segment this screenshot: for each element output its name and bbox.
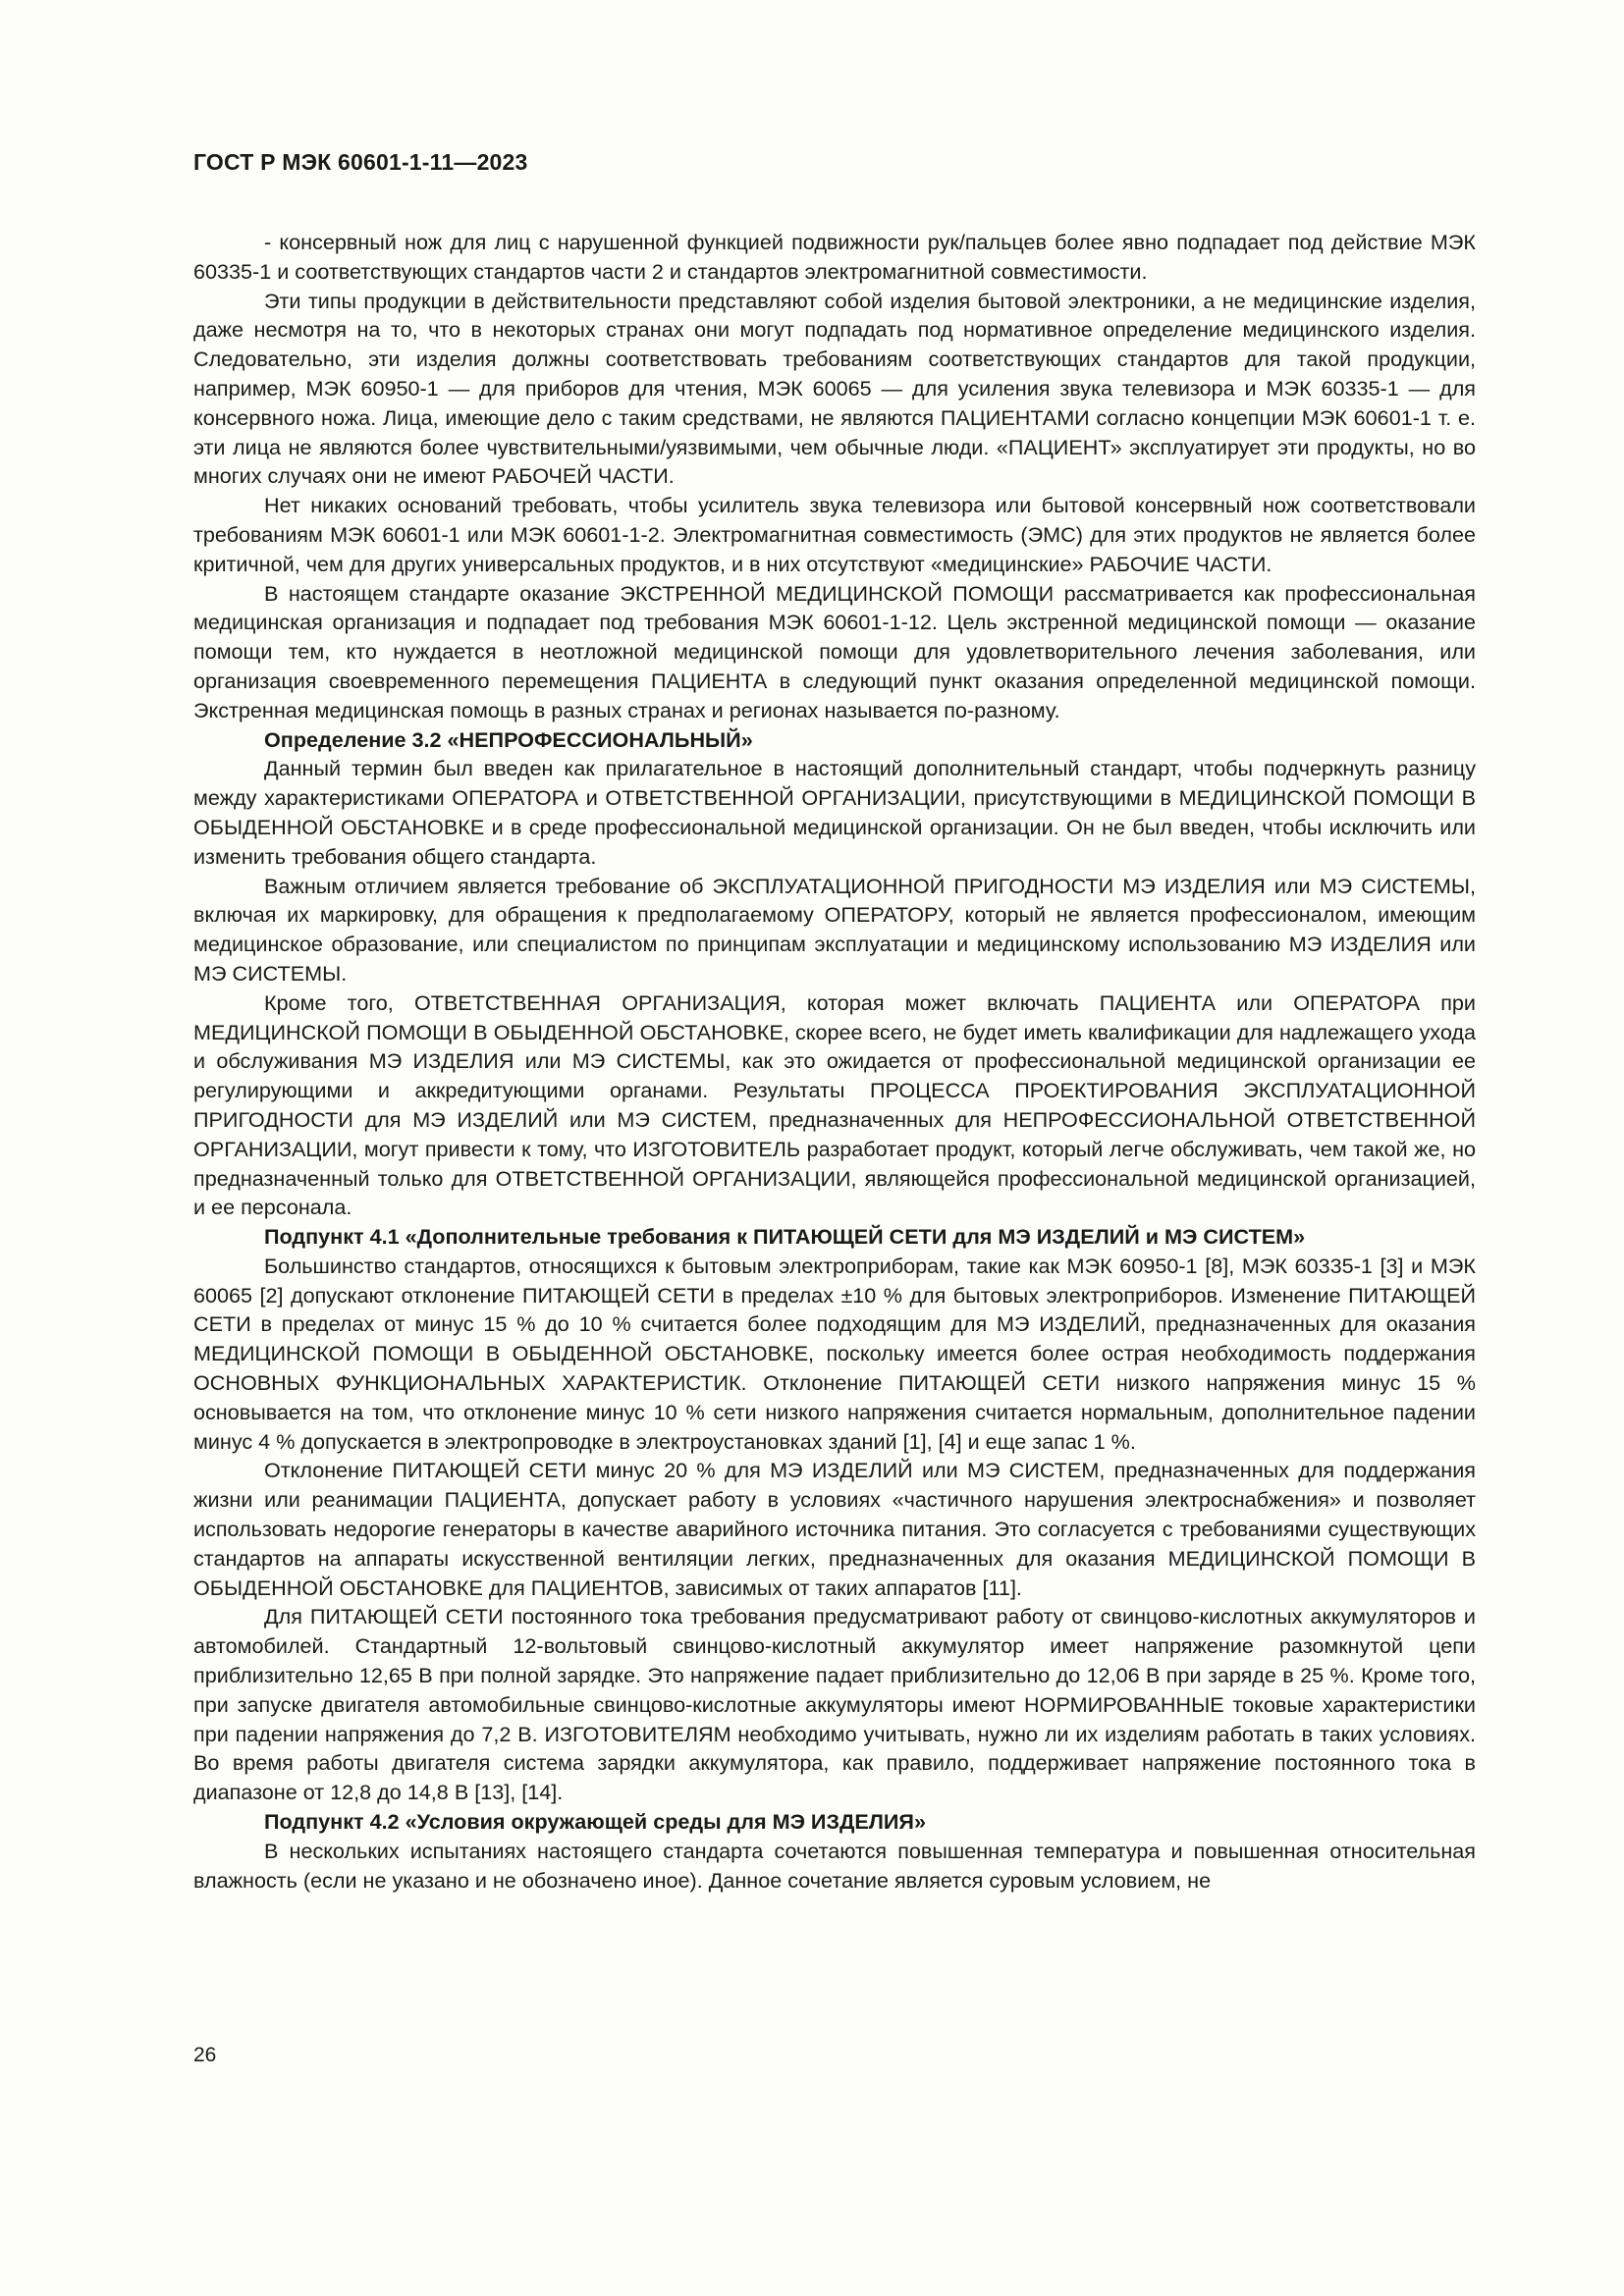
paragraph: Нет никаких оснований требовать, чтобы усилитель звука телевизора или бытовой консервный нож соответствовали требованиям МЭК 60601-1 или МЭК 60601-1-2. Электромагнитная совместимость (ЭМС) для этих продуктов не является более критичной, чем для других универсальных продуктов, и в них отсутствуют «медицинские» РАБОЧИЕ ЧАСТИ.: [193, 493, 1476, 576]
paragraph: В настоящем стандарте оказание ЭКСТРЕННОЙ МЕДИЦИНСКОЙ ПОМОЩИ рассматривается как профессиональная медицинская организация и подпадает под требования МЭК 60601-1-12. Цель экстренной медицинской помощи — оказание помощи тем, кто нуждается в неотложной медицинской помощи для удовлетворительного лечения заболевания, или организация своевременного перемещения ПАЦИЕНТА в следующий пункт оказания определенной медицинской помощи. Экстренная медицинская помощь в разных странах и регионах называется по-разному.: [193, 580, 1476, 722]
section-heading: Определение 3.2 «НЕПРОФЕССИОНАЛЬНЫЙ»: [264, 726, 753, 752]
paragraph: Важным отличием является требование об ЭКСПЛУАТАЦИОННОЙ ПРИГОДНОСТИ МЭ ИЗДЕЛИЯ или МЭ СИСТЕМЫ, включая их маркировку, для обращения к предполагаемому ОПЕРАТОРУ, который не является профессионалом, имеющим медицинское образование, или специалистом по принципам эксплуатации и медицинскому использованию МЭ ИЗДЕЛИЯ или МЭ СИСТЕМЫ.: [193, 873, 1476, 986]
section-heading: Подпункт 4.2 «Условия окружающей среды для МЭ ИЗДЕЛИЯ»: [264, 1809, 926, 1835]
paragraph: В нескольких испытаниях настоящего стандарта сочетаются повышенная температура и повышенная относительная влажность (если не указано и не обозначено иное). Данное сочетание является суровым условием, не: [193, 1838, 1476, 1893]
paragraph: Эти типы продукции в действительности представляют собой изделия бытовой электроники, а не медицинские изделия, даже несмотря на то, что в некоторых странах они могут подпадать под нормативное определение медицинского изделия. Следовательно, эти изделия должны соответствовать требованиям соответствующих стандартов для такой продукции, например, МЭК 60950-1 — для приборов для чтения, МЭК 60065 — для усиления звука телевизора и МЭК 60335-1 — для консервного ножа. Лица, имеющие дело с таким средствами, не являются ПАЦИЕНТАМИ согласно концепции МЭК 60601-1 т. е. эти лица не являются более чувствительными/уязвимыми, чем обычные люди. «ПАЦИЕНТ» эксплуатирует эти продукты, но во многих случаях они не имеют РАБОЧЕЙ ЧАСТИ.: [193, 288, 1476, 489]
page-number: 26: [193, 2044, 217, 2066]
paragraph: Данный термин был введен как прилагательное в настоящий дополнительный стандарт, чтобы подчеркнуть разницу между характеристиками ОПЕРАТОРА и ОТВЕТСТВЕННОЙ ОРГАНИЗАЦИИ, присутствующими в МЕДИЦИНСКОЙ ПОМОЩИ В ОБЫДЕННОЙ ОБСТАНОВКЕ и в среде профессиональной медицинской организации. Он не был введен, чтобы исключить или изменить требования общего стандарта.: [193, 756, 1476, 869]
paragraph: Кроме того, ОТВЕТСТВЕННАЯ ОРГАНИЗАЦИЯ, которая может включать ПАЦИЕНТА или ОПЕРАТОРА при МЕДИЦИНСКОЙ ПОМОЩИ В ОБЫДЕННОЙ ОБСТАНОВКЕ, скорее всего, не будет иметь квалификации для надлежащего ухода и обслуживания МЭ ИЗДЕЛИЯ или МЭ СИСТЕМЫ, как это ожидается от профессиональной медицинской организации ее регулирующими и аккредитующими органами. Результаты ПРОЦЕССА ПРОЕКТИРОВАНИЯ ЭКСПЛУАТАЦИОННОЙ ПРИГОДНОСТИ для МЭ ИЗДЕЛИЙ или МЭ СИСТЕМ, предназначенных для НЕПРОФЕССИОНАЛЬНОЙ ОТВЕТСТВЕННОЙ ОРГАНИЗАЦИИ, могут привести к тому, что ИЗГОТОВИТЕЛЬ разработает продукт, который легче обслуживать, чем такой же, но предназначенный только для ОТВЕТСТВЕННОЙ ОРГАНИЗАЦИИ, являющейся профессиональной медицинской организацией, и ее персонала.: [193, 989, 1476, 1220]
paragraph: - консервный нож для лиц с нарушенной функцией подвижности рук/пальцев более явно подпадает под действие МЭК 60335-1 и соответствующих стандартов части 2 и стандартов электромагнитной совместимости.: [193, 230, 1476, 284]
document-body: [193, 228, 1476, 1895]
paragraph: Отклонение ПИТАЮЩЕЙ СЕТИ минус 20 % для МЭ ИЗДЕЛИЙ или МЭ СИСТЕМ, предназначенных для поддержания жизни или реанимации ПАЦИЕНТА, допускает работу в условиях «частичного нарушения электроснабжения» и позволяет использовать недорогие генераторы в качестве аварийного источника питания. Это согласуется с требованиями существующих стандартов на аппараты искусственной вентиляции легких, предназначенных для оказания МЕДИЦИНСКОЙ ПОМОЩИ В ОБЫДЕННОЙ ОБСТАНОВКЕ для ПАЦИЕНТОВ, зависимых от таких аппаратов [11].: [193, 1458, 1476, 1600]
paragraph: Большинство стандартов, относящихся к бытовым электроприборам, такие как МЭК 60950-1 [8], МЭК 60335-1 [3] и МЭК 60065 [2] допускают отклонение ПИТАЮЩЕЙ СЕТИ в пределах ±10 % для бытовых электроприборов. Изменение ПИТАЮЩЕЙ СЕТИ в пределах от минус 15 % до 10 % считается более подходящим для МЭ ИЗДЕЛИЙ, предназначенных для оказания МЕДИЦИНСКОЙ ПОМОЩИ В ОБЫДЕННОЙ ОБСТАНОВКЕ, поскольку имеется более острая необходимость поддержания ОСНОВНЫХ ФУНКЦИОНАЛЬНЫХ ХАРАКТЕРИСТИК. Отклонение ПИТАЮЩЕЙ СЕТИ низкого напряжения минус 15 % основывается на том, что отклонение минус 10 % сети низкого напряжения считается нормальным, дополнительное падении минус 4 % допускается в электропроводке в электроустановках зданий [1], [4] и еще запас 1 %.: [193, 1253, 1476, 1454]
paragraph: Для ПИТАЮЩЕЙ СЕТИ постоянного тока требования предусматривают работу от свинцово-кислотных аккумуляторов и автомобилей. Стандартный 12-вольтовый свинцово-кислотный аккумулятор имеет напряжение разомкнутой цепи приблизительно 12,65 В при полной зарядке. Это напряжение падает приблизительно до 12,06 В при заряде в 25 %. Кроме того, при запуске двигателя автомобильные свинцово-кислотные аккумуляторы имеют НОРМИРОВАННЫЕ токовые характеристики при падении напряжения до 7,2 В. ИЗГОТОВИТЕЛЯМ необходимо учитывать, нужно ли их изделиям работать в таких условиях. Во время работы двигателя система зарядки аккумулятора, как правило, поддерживает напряжение постоянного тока в диапазоне от 12,8 до 14,8 В [13], [14].: [193, 1604, 1476, 1805]
section-heading: Подпункт 4.1 «Дополнительные требования к ПИТАЮЩЕЙ СЕТИ для МЭ ИЗДЕЛИЙ и МЭ СИСТЕМ»: [264, 1224, 1306, 1250]
standard-header: ГОСТ Р МЭК 60601-1-11—2023: [193, 149, 528, 175]
